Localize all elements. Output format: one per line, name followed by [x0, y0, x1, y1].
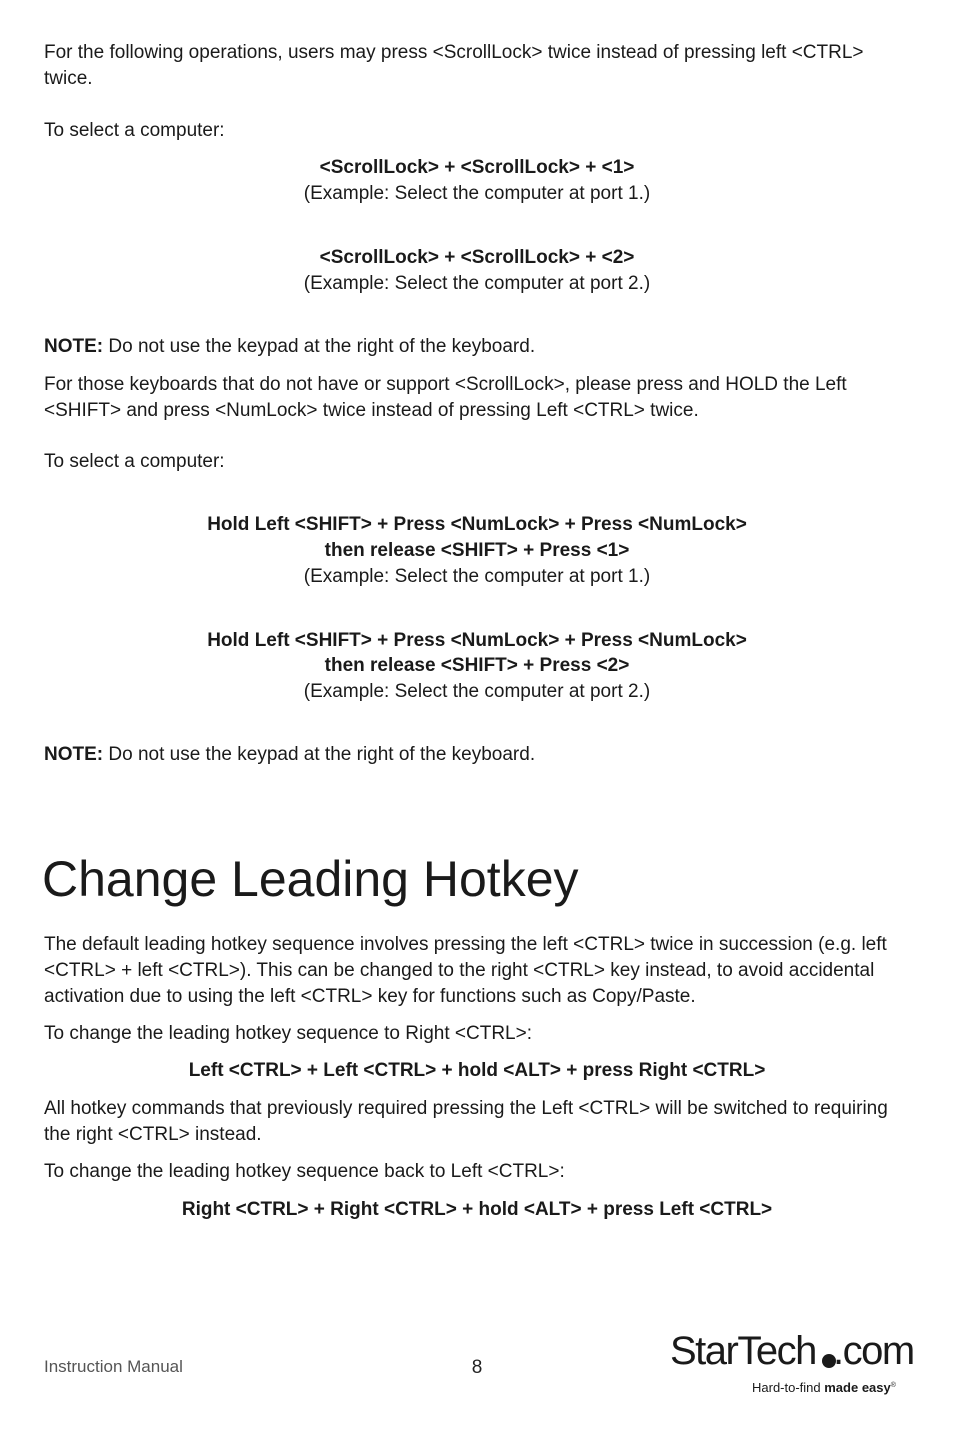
- note: [44, 334, 914, 360]
- hotkey-combo: <ScrollLock> + <ScrollLock> + <1>: [319, 157, 635, 178]
- startech-logo: [668, 1326, 920, 1398]
- page-number: 8: [471, 1357, 483, 1378]
- hotkey-combo: Left <CTRL> + Left <CTRL> + hold <ALT> + press Right <CTRL>: [188, 1060, 766, 1081]
- note-text: Do not use the keypad at the right of the keyboard.: [103, 744, 536, 765]
- note-label: NOTE:: [44, 336, 104, 357]
- hotkey-combo: Hold Left <SHIFT> + Press <NumLock> + Press <NumLock>: [207, 630, 747, 651]
- logo-brand: StarTech: [670, 1329, 816, 1373]
- change-to-left-label: To change the leading hotkey sequence back to Left <CTRL>:: [44, 1161, 565, 1182]
- hotkey-combo: Right <CTRL> + Right <CTRL> + hold <ALT> + press Left <CTRL>: [181, 1199, 773, 1220]
- section-heading: Change Leading Hotkey: [42, 851, 579, 907]
- logo-tld: .com: [833, 1329, 914, 1373]
- select-computer-label: To select a computer:: [44, 120, 225, 141]
- hotkey-example: (Example: Select the computer at port 2.): [303, 273, 651, 294]
- footer-manual-label: Instruction Manual: [44, 1357, 183, 1376]
- note-text: Do not use the keypad at the right of the keyboard.: [103, 336, 536, 357]
- intro-paragraph: For the following operations, users may press <ScrollLock> twice instead of pressing left <CTRL> twice.: [44, 42, 864, 89]
- hotkey-combo: Hold Left <SHIFT> + Press <NumLock> + Press <NumLock>: [207, 514, 747, 535]
- hotkey-example: (Example: Select the computer at port 2.): [303, 681, 651, 702]
- switch-paragraph: All hotkey commands that previously required pressing the Left <CTRL> will be switched to requiring the right <CTRL> instead.: [44, 1098, 888, 1145]
- logo-tagline-regular: Hard-to-find: [752, 1380, 825, 1395]
- note-label: NOTE:: [44, 744, 104, 765]
- logo-tagline-reg: ®: [890, 1382, 896, 1389]
- hotkey-combo: then release <SHIFT> + Press <1>: [324, 540, 630, 561]
- select-computer-label: To select a computer:: [44, 451, 225, 472]
- default-hotkey-paragraph: The default leading hotkey sequence involves pressing the left <CTRL> twice in succession (e.g. left <CTRL> + left <CTRL>). This can be changed to the right <CTRL> key instead, to avoid accidental activation due to using the left <CTRL> key for functions such as Copy/Paste.: [44, 934, 887, 1007]
- logo-tagline-bold: made easy: [824, 1380, 891, 1395]
- svg-text:Hard-to-find made easy®: [752, 1380, 897, 1395]
- hotkey-combo: then release <SHIFT> + Press <2>: [324, 655, 630, 676]
- hotkey-example: (Example: Select the computer at port 1.): [303, 566, 651, 587]
- hotkey-example: (Example: Select the computer at port 1.): [303, 183, 651, 204]
- change-to-right-label: To change the leading hotkey sequence to Right <CTRL>:: [44, 1023, 532, 1044]
- hotkey-combo: <ScrollLock> + <ScrollLock> + <2>: [319, 247, 635, 268]
- alt-keyboard-paragraph: For those keyboards that do not have or support <ScrollLock>, please press and HOLD the Left <SHIFT> and press <NumLock> twice instead of pressing Left <CTRL> twice.: [44, 374, 847, 421]
- note: [44, 742, 914, 768]
